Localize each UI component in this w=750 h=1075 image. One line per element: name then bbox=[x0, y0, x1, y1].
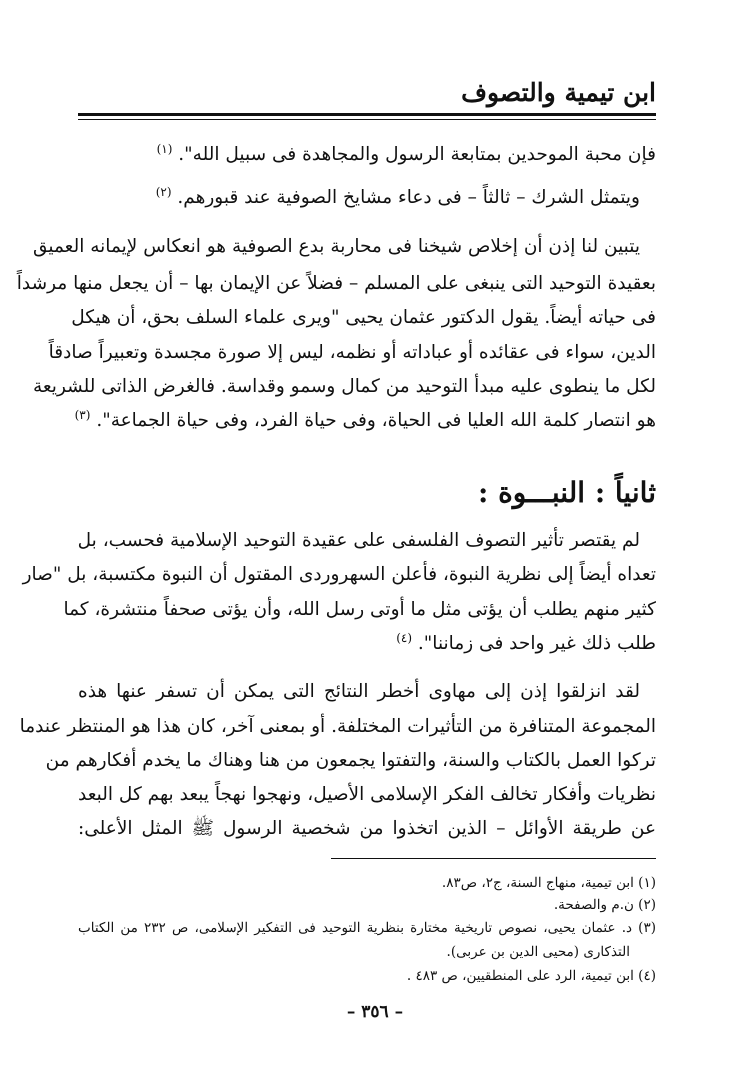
header-rule-thick bbox=[78, 113, 656, 116]
footnote-continuation: التذكارى (محيى الدين بن عربى). bbox=[446, 944, 630, 960]
text-line-content: هو انتصار كلمة الله العليا فى الحياة، وفى حياة الفرد، وفى حياة الجماعة". bbox=[96, 410, 656, 431]
text-line: تعداه أيضاً إلى نظرية النبوة، فأعلن السهروردى المقتول أن النبوة مكتسبة، بل "صار bbox=[22, 564, 656, 585]
text-line: لكل ما ينطوى عليه مبدأ التوحيد من كمال وسمو وقداسة. فالغرض الذاتى للشريعة bbox=[32, 376, 656, 397]
footnote: (١) ابن تيمية، منهاج السنة، ج٢، ص٨٣. bbox=[441, 875, 656, 891]
footnote: (٣) د. عثمان يحيى، نصوص تاريخية مختارة بنظرية التوحيد فى التفكير الإسلامى، ص ٢٣٢ من الكتاب bbox=[78, 920, 656, 936]
text-line: الدين، سواء فى عقائده أو عباداته أو نظمه، ليس إلا صورة مجسدة وتعبيراً صادقاً bbox=[48, 342, 656, 363]
text-line: لقد انزلقوا إذن إلى مهاوى أخطر النتائج التى يمكن أن تسفر عنها هذه bbox=[78, 681, 640, 702]
text-line: يتبين لنا إذن أن إخلاص شيخنا فى محاربة بدع الصوفية هو انعكاس لإيمانه العميق bbox=[32, 236, 640, 257]
text-line: بعقيدة التوحيد التى ينبغى على المسلم – فضلاً عن الإيمان بها – أن يجعل منها مرشداً bbox=[16, 273, 656, 294]
text-line-content: طلب ذلك غير واحد فى زماننا". bbox=[417, 633, 656, 654]
running-header-title: ابن تيمية والتصوف bbox=[461, 78, 656, 107]
text-line: تركوا العمل بالكتاب والسنة، والتفتوا يجمعون من هنا وهناك ما يخدم أفكارهم من bbox=[45, 750, 656, 771]
text-line-content: فإن محبة الموحدين بمتابعة الرسول والمجاهدة فى سبيل الله". bbox=[178, 144, 656, 165]
text-line bbox=[150, 184, 640, 208]
text-line: عن طريقة الأوائل – الذين اتخذوا من شخصية الرسول ﷺ المثل الأعلى: bbox=[78, 818, 656, 839]
footnote: (٤) ابن تيمية، الرد على المنطقيين، ص ٤٨٣ . bbox=[406, 968, 656, 984]
footnote-separator bbox=[331, 858, 656, 859]
text-line: المجموعة المتنافرة من التأثيرات المختلفة. أو بمعنى آخر، كان هذا هو المنتظر عندما bbox=[19, 716, 656, 737]
text-line: كثير منهم يطلب أن يؤتى مثل ما أوتى رسل الله، وأن يؤتى صحفاً منتشرة، كما bbox=[63, 599, 656, 620]
text-line-content: ويتمثل الشرك – ثالثاً – فى دعاء مشايخ الصوفية عند قبورهم. bbox=[177, 187, 640, 208]
text-line bbox=[300, 630, 656, 654]
footnote-ref: (٢) bbox=[155, 184, 172, 199]
footnote: (٢) ن.م والصفحة. bbox=[553, 897, 656, 913]
text-line: نظريات وأفكار تخالف الفكر الإسلامى الأصيل، ونهجوا نهجاً يبعد بهم كل البعد bbox=[78, 784, 656, 805]
page-number: – ٣٥٦ – bbox=[346, 1002, 404, 1022]
footnote-ref: (٤) bbox=[396, 630, 413, 645]
text-line: فى حياته أيضاً. يقول الدكتور عثمان يحيى "ويرى علماء السلف بحق، أن هيكل bbox=[71, 307, 656, 328]
text-line: لم يقتصر تأثير التصوف الفلسفى على عقيدة التوحيد الإسلامية فحسب، بل bbox=[77, 530, 640, 551]
header-rule-thin bbox=[78, 119, 656, 120]
footnote-ref: (٣) bbox=[74, 407, 91, 422]
text-line bbox=[74, 407, 656, 431]
text-line bbox=[156, 141, 656, 165]
section-heading: ثانياً : النبـــوة : bbox=[478, 476, 656, 509]
footnote-ref: (١) bbox=[156, 141, 173, 156]
